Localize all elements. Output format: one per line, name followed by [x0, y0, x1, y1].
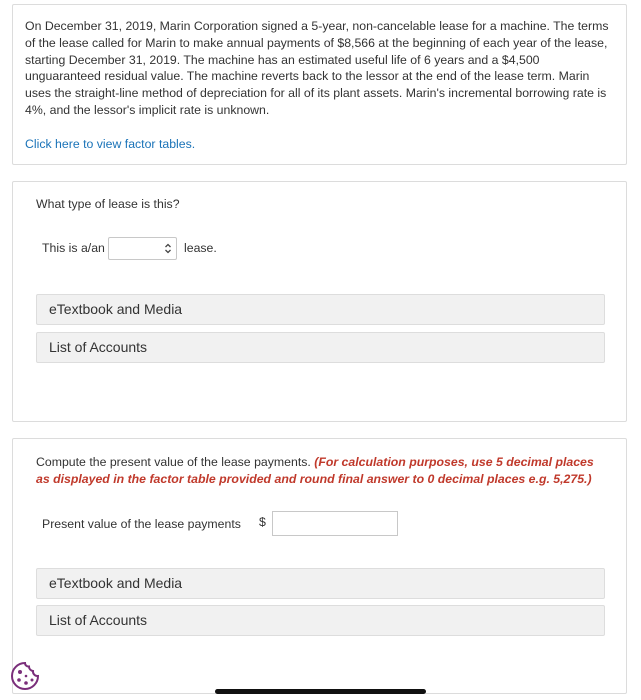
lease-type-prefix: This is a/an [42, 241, 105, 255]
question-2-card [12, 438, 627, 694]
home-indicator [215, 689, 426, 694]
etextbook-media-button-1[interactable]: eTextbook and Media [36, 294, 605, 325]
select-arrows-icon [164, 242, 172, 255]
list-of-accounts-button-2[interactable]: List of Accounts [36, 605, 605, 636]
cookie-settings-icon [9, 660, 41, 692]
etextbook-media-button-2[interactable]: eTextbook and Media [36, 568, 605, 599]
problem-text: On December 31, 2019, Marin Corporation signed a 5-year, non-cancelable lease for a machine. The terms of the lease called for Marin to make annual payments of $8,566 at the beginning of each year of the lease, starting December 31, 2019. The machine has an estimated useful life of 6 years and a $4,500 unguaranteed residual value. The machine reverts back to the lessor at the end of the lease term. Marin uses the straight-line method of depreciation for all of its plant assets. Marin's incremental borrowing rate is 4%, and the lessor's implicit rate is unknown. [25, 19, 609, 117]
factor-tables-link[interactable]: Click here to view factor tables. [25, 136, 196, 151]
currency-symbol: $ [259, 515, 266, 529]
lease-type-suffix: lease. [184, 241, 217, 255]
lease-type-select[interactable] [108, 237, 177, 260]
question-1-card [12, 181, 627, 422]
question-2-prompt [36, 454, 596, 487]
problem-statement-card [12, 4, 627, 165]
calculation-note: (For calculation purposes, use 5 decimal places as displayed in the factor table provided and round final answer to 0 decimal places e.g. 5,275.) [36, 455, 594, 486]
question-1-prompt: What type of lease is this? [36, 197, 180, 211]
present-value-label: Present value of the lease payments [42, 517, 241, 531]
question-2-prompt-text: Compute the present value of the lease payments. [36, 455, 311, 469]
present-value-input[interactable] [272, 511, 398, 536]
cookie-settings-button[interactable] [9, 660, 41, 692]
list-of-accounts-button-1[interactable]: List of Accounts [36, 332, 605, 363]
